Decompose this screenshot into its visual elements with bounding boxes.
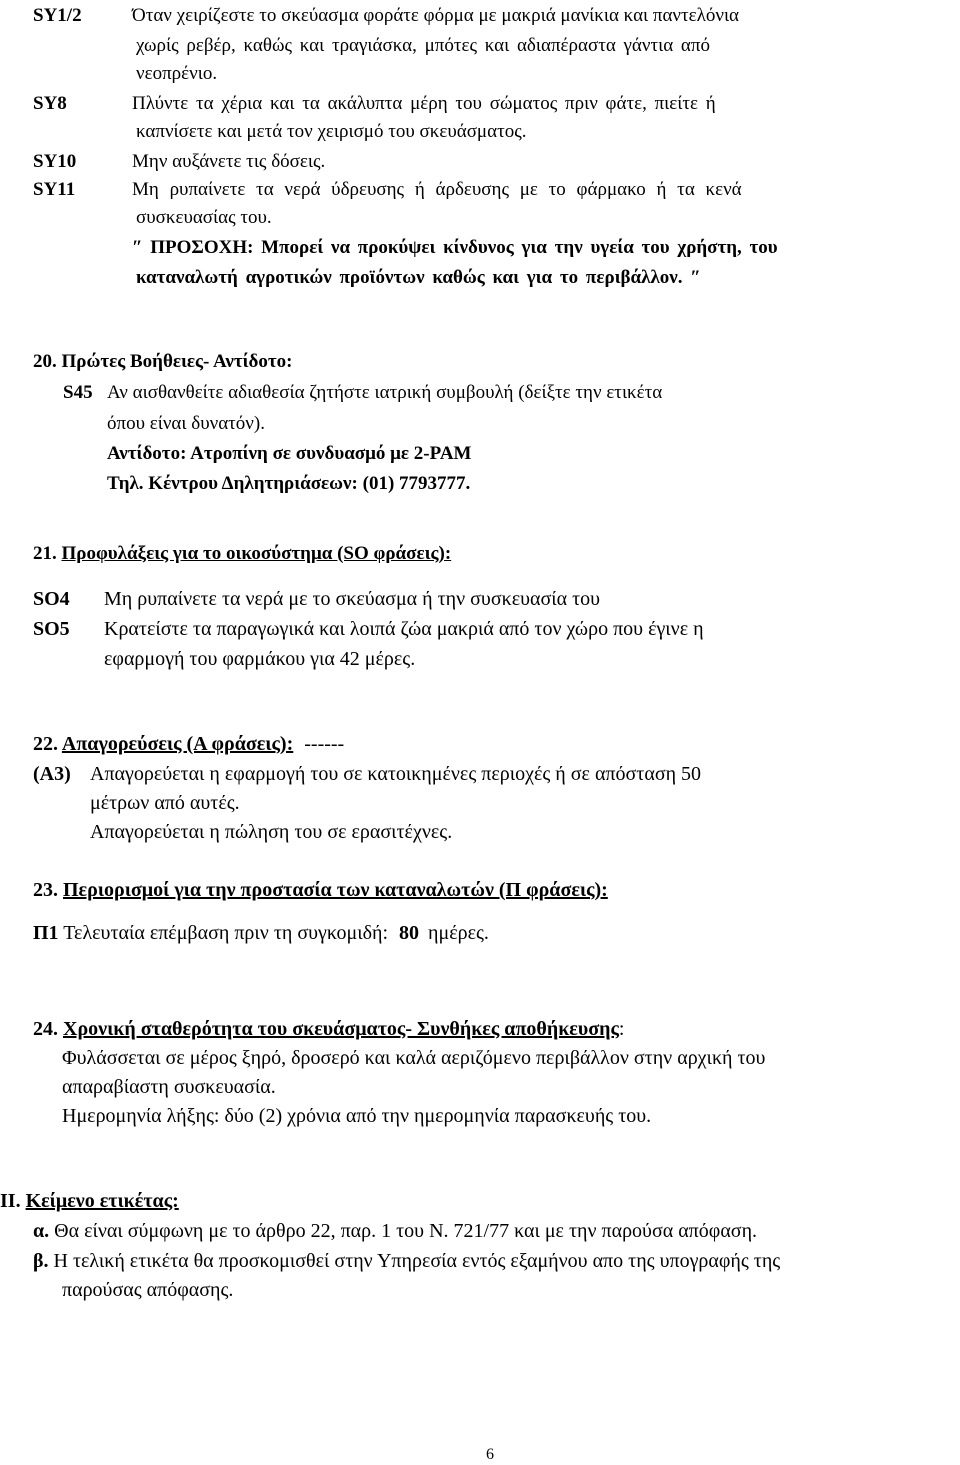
section-heading-20 <box>33 350 292 374</box>
p1-text: Τελευταία επέμβαση πριν τη συγκομιδή: <box>63 922 389 944</box>
phrase-code-s45: S45 <box>63 382 93 403</box>
title-colon: : <box>618 1018 625 1040</box>
section-title: Απαγορεύσεις (Α φράσεις): <box>61 733 294 755</box>
item-marker: β. <box>33 1250 49 1272</box>
phrase-text: Όταν χειρίζεστε το σκεύασμα φοράτε φόρμα με μακριά μανίκια και παντελόνια <box>132 5 740 26</box>
p1-line <box>33 921 489 945</box>
a3-text-line: Απαγορεύεται η εφαρμογή του σε κατοικημένες περιοχές ή σε απόσταση 50 <box>90 763 702 785</box>
s45-text-line: όπου είναι δυνατόν). <box>107 413 265 434</box>
section-title: Περιορισμοί για την προστασία των καταναλωτών (Π φράσεις): <box>63 879 608 901</box>
item-text: Η τελική ετικέτα θα προσκομισθεί στην Υπηρεσία εντός εξαμήνου απο της υπογραφής της <box>53 1250 781 1272</box>
expiry-text-line: Ημερομηνία λήξης: δύο (2) χρόνια από την ημερομηνία παρασκευής του. <box>62 1105 652 1127</box>
so-text-line: Κρατείστε τα παραγωγικά και λοιπά ζώα μακριά από τον χώρο που έγινε η <box>104 618 704 640</box>
a3-text-line: Απαγορεύεται η πώληση του σε ερασιτέχνες. <box>90 821 453 843</box>
label-item-b-cont: παρούσας απόφασης. <box>62 1279 234 1301</box>
section-number: 20. <box>33 351 57 372</box>
section-number: 23. <box>33 879 58 901</box>
section-number: 24. <box>33 1018 58 1040</box>
page-number: 6 <box>486 1446 494 1463</box>
antidote-line <box>107 442 471 466</box>
section-heading-22 <box>33 732 344 756</box>
section-heading-24 <box>33 1017 624 1041</box>
section-number: 21. <box>33 543 57 564</box>
phrase-code-sy10: SY10 <box>33 151 77 172</box>
phrase-code-sy8: SY8 <box>33 93 67 114</box>
phrase-code-so5: SO5 <box>33 618 70 640</box>
antidote-value: : Ατροπίνη σε συνδυασμό με 2-PAM <box>180 443 472 464</box>
phrase-code-a3: (Α3) <box>33 763 71 785</box>
days-unit: ημέρες. <box>428 922 489 944</box>
section-number: ΙΙ. <box>0 1190 21 1212</box>
storage-text-line: απαραβίαστη συσκευασία. <box>62 1076 276 1098</box>
storage-text-line: Φυλάσσεται σε μέρος ξηρό, δροσερό και καλά αεριζόμενο περιβάλλον στην αρχική του <box>62 1047 766 1069</box>
phrase-code-sy1-2: SY1/2 <box>33 5 82 26</box>
section-number: 22. <box>33 733 58 755</box>
section-heading-21 <box>33 542 451 566</box>
phrase-text-line: Μην αυξάνετε τις δόσεις. <box>132 151 326 172</box>
days-value: 80 <box>399 922 420 944</box>
phrase-text-line <box>132 4 910 28</box>
phrase-text-line: συσκευασίας του. <box>136 207 272 228</box>
item-marker: α. <box>33 1220 50 1242</box>
section-heading-23 <box>33 878 608 902</box>
section-title: Χρονική σταθερότητα του σκευάσματος- Συνθήκες αποθήκευσης <box>63 1018 619 1040</box>
a3-text-line: μέτρων από αυτές. <box>90 792 240 814</box>
warning-line: καταναλωτή αγροτικών προϊόντων καθώς και για το περιβάλλον. ″ <box>136 267 701 288</box>
label-item-a <box>33 1219 757 1243</box>
phrase-code-p1: Π1 <box>33 922 59 944</box>
section-title: Κείμενο ετικέτας: <box>25 1190 179 1212</box>
phrase-code-sy11: SY11 <box>33 179 76 200</box>
antidote-label: Αντίδοτο <box>107 443 181 464</box>
phrase-text-line: Πλύντε τα χέρια και τα ακάλυπτα μέρη του σώματος πριν φάτε, πιείτε ή <box>132 93 716 114</box>
so-text-line: εφαρμογή του φαρμάκου για 42 μέρες. <box>104 648 416 670</box>
s45-text-line: Αν αισθανθείτε αδιαθεσία ζητήστε ιατρική συμβουλή (δείξτε την ετικέτα <box>107 382 663 403</box>
warning-line: ″ ΠΡΟΣΟΧΗ: Μπορεί να προκύψει κίνδυνος για την υγεία του χρήστη, του <box>132 237 778 258</box>
dashes: ------ <box>304 733 345 755</box>
phrase-text-line: καπνίσετε και μετά τον χειρισμό του σκευάσματος. <box>136 121 527 142</box>
phrase-text-line: νεοπρένιο. <box>136 63 218 84</box>
phrase-text-line: χωρίς ρεβέρ, καθώς και τραγιάσκα, μπότες και αδιαπέραστα γάντια από <box>136 35 710 56</box>
section-heading-label-text <box>0 1189 179 1213</box>
so-text-line: Μη ρυπαίνετε τα νερά με το σκεύασμα ή την συσκευασία του <box>104 588 601 610</box>
item-text: Θα είναι σύμφωνη με το άρθρο 22, παρ. 1 του Ν. 721/77 και με την παρούσα απόφαση. <box>54 1220 758 1242</box>
poison-center-phone: Τηλ. Κέντρου Δηλητηριάσεων: (01) 7793777. <box>107 473 471 494</box>
section-title: Προφυλάξεις για το οικοσύστημα (SO φράσεις): <box>61 543 452 564</box>
phrase-text-line: Μη ρυπαίνετε τα νερά ύδρευσης ή άρδευσης με το φάρμακο ή τα κενά <box>132 179 742 200</box>
phrase-code-so4: SO4 <box>33 588 70 610</box>
label-item-b <box>33 1249 780 1273</box>
section-title: Πρώτες Βοήθειες- Αντίδοτο: <box>61 351 293 372</box>
